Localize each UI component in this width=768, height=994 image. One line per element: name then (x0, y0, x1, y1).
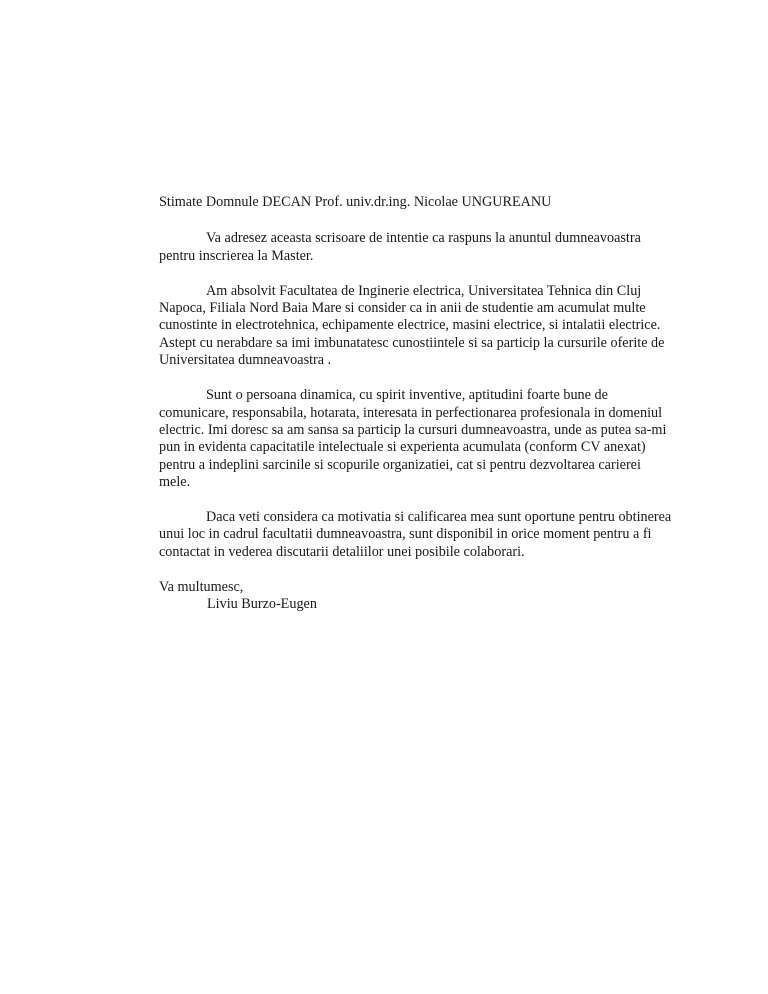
paragraph-line: comunicare, responsabila, hotarata, interesata in perfectionarea profesionala in domeniul (159, 404, 663, 421)
paragraph-line: Va adresez aceasta scrisoare de intentie ca raspuns la anuntul dumneavoastra (206, 230, 641, 247)
paragraph-line: Sunt o persoana dinamica, cu spirit inventive, aptitudini foarte bune de (206, 387, 608, 404)
paragraph-line: electric. Imi doresc sa am sansa sa particip la cursuri dumneavoastra, unde as putea sa-mi (159, 421, 667, 438)
paragraph-line: mele. (159, 473, 191, 490)
paragraph-qualities (112, 387, 667, 491)
paragraph-education (112, 282, 665, 369)
paragraph-line: cunostinte in electrotehnica, echipamente electrice, masini electrice, si intalatii electrice. (159, 317, 661, 334)
paragraph-line: pentru a indeplini sarcinile si scopurile organizatiei, cat si pentru dezvoltarea carierei (159, 456, 641, 473)
paragraph-line: pun in evidenta capacitatile intelectuale si experienta acumulata (conform CV anexat) (159, 439, 646, 456)
paragraph-intent (112, 230, 657, 265)
letter-salutation: Stimate Domnule DECAN Prof. univ.dr.ing. Nicolae UNGUREANU (159, 194, 552, 210)
paragraph-availability (112, 509, 672, 561)
letter-body (112, 194, 672, 614)
paragraph-line: Am absolvit Facultatea de Inginerie electrica, Universitatea Tehnica din Cluj (206, 282, 642, 299)
letter-signature: Liviu Burzo-Eugen (207, 596, 317, 613)
letter-closing: Va multumesc, (159, 579, 244, 596)
paragraph-line: contactat in vederea discutarii detaliilor unei posibile colaborari. (159, 543, 525, 560)
paragraph-line: unui loc in cadrul facultatii dumneavoastra, sunt disponibil in orice moment pentru a fi (159, 526, 652, 543)
paragraph-line: Astept cu nerabdare sa imi imbunatatesc cunostiintele si sa particip la cursurile oferite de (159, 334, 665, 351)
paragraph-line: Universitatea dumneavoastra . (159, 352, 332, 369)
paragraph-line: Daca veti considera ca motivatia si calificarea mea sunt oportune pentru obtinerea (206, 509, 672, 526)
paragraph-line: pentru inscrierea la Master. (159, 247, 314, 264)
paragraph-line: Napoca, Filiala Nord Baia Mare si consider ca in anii de studentie am acumulat multe (159, 300, 646, 317)
